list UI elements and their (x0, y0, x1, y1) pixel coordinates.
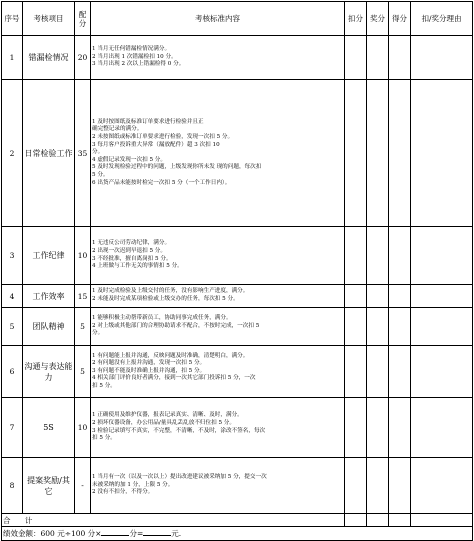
bonus-cell[interactable] (367, 346, 389, 398)
criteria-line: 3 当月出现 2 次以上错漏检得 0 分。 (92, 61, 185, 68)
criteria-line: 1 有问题能上报并沟通，反映问题及时准确，清楚明白，满分。 (92, 352, 249, 359)
row-score: 10 (75, 227, 91, 285)
deduct-cell[interactable] (345, 398, 367, 458)
row-index: 6 (2, 346, 23, 398)
header-deduct: 扣分 (345, 2, 367, 36)
deduct-cell[interactable] (345, 308, 367, 346)
criteria-line: 4 上班做与工作无关的事情扣 5 分。 (92, 263, 183, 270)
row-index: 2 (2, 80, 23, 227)
row-index: 4 (2, 285, 23, 308)
criteria-line: 确完整记录的满分。 (92, 126, 143, 133)
row-criteria (91, 285, 345, 308)
bonus-cell[interactable] (367, 36, 389, 80)
row-item: 工作纪律 (23, 227, 75, 285)
deduct-cell[interactable] (345, 285, 367, 308)
header-idx: 序号 (2, 2, 23, 36)
criteria-line: 扣 5 分。 (92, 435, 116, 442)
criteria-line: 1 当月有一次（以及一次以上）提出改进建议被采纳加 5 分，提交一次 (92, 474, 267, 481)
table-row (2, 458, 473, 514)
bonus-cell[interactable] (367, 308, 389, 346)
got-cell[interactable] (389, 346, 411, 398)
deduct-cell[interactable] (345, 346, 367, 398)
performance-label: 绩效金额：600 元÷100 分× (3, 529, 102, 538)
total-label: 合 计 (2, 514, 345, 527)
performance-mid: 分= (129, 529, 144, 538)
got-cell[interactable] (389, 458, 411, 514)
deduct-cell[interactable] (345, 458, 367, 514)
table-row (2, 398, 473, 458)
row-criteria (91, 36, 345, 80)
header-reason: 扣/奖分理由 (411, 2, 473, 36)
header-row (2, 2, 473, 36)
reason-cell[interactable] (411, 308, 473, 346)
header-got: 得分 (389, 2, 411, 36)
row-index: 5 (2, 308, 23, 346)
total-deduct-cell[interactable] (345, 514, 367, 527)
criteria-line: 1 及时按图纸及标准订单要求进行检验并且正 (92, 118, 204, 125)
criteria-line: 2 未按图纸或标准订单要求进行检验，发现一次扣 5 分。 (92, 134, 234, 141)
bonus-cell[interactable] (367, 80, 389, 227)
table-row (2, 308, 473, 346)
row-criteria (91, 308, 345, 346)
bonus-cell[interactable] (367, 458, 389, 514)
header-score: 配分 (75, 2, 91, 36)
performance-end: 元. (171, 529, 182, 538)
row-score: 15 (75, 285, 91, 308)
got-cell[interactable] (389, 227, 411, 285)
performance-row (2, 527, 473, 541)
table-row (2, 346, 473, 398)
criteria-line: 3 每月客户投诉重大异常（漏放配件）超 3 次扣 10 (92, 141, 220, 148)
criteria-line: 1 无违反公司劳动纪律，满分。 (92, 240, 171, 247)
bonus-cell[interactable] (367, 285, 389, 308)
performance-cell (2, 527, 473, 541)
deduct-cell[interactable] (345, 227, 367, 285)
header-item: 考核项目 (23, 2, 75, 36)
criteria-line: 分。 (92, 330, 104, 337)
criteria-line: 2 未能及时完成某项检验或上级交办的任务，每次扣 5 分。 (92, 296, 239, 302)
total-got-cell[interactable] (389, 514, 411, 527)
criteria-line: 扣 5 分。 (92, 382, 116, 389)
got-cell[interactable] (389, 308, 411, 346)
table-row (2, 285, 473, 308)
header-bonus: 奖分 (367, 2, 389, 36)
got-cell[interactable] (389, 36, 411, 80)
row-criteria (91, 346, 345, 398)
criteria-line: 1 能够积极主动帮带新员工，协助同事完成任务，满分。 (92, 315, 232, 322)
row-score: - (75, 458, 91, 514)
row-item: 工作效率 (23, 285, 75, 308)
criteria-line: 1 当月无任何错漏检情况满分。 (92, 46, 171, 53)
score-blank[interactable] (101, 528, 129, 536)
row-index: 3 (2, 227, 23, 285)
row-item: 提案奖励/其它 (23, 458, 75, 514)
criteria-line: 1 正确使用及维护仪器，报表记录真实、清晰、及时，满分。 (92, 412, 243, 419)
criteria-line: 3 检验记录填写不真实，不完整，不清晰，不及时，涂改不签名，每次 (92, 427, 266, 434)
criteria-line: 2 当月出现 1 次错漏检扣 10 分。 (92, 53, 177, 60)
reason-cell[interactable] (411, 398, 473, 458)
reason-cell[interactable] (411, 458, 473, 514)
row-item: 5S (23, 398, 75, 458)
criteria-line: 3 不经批准，擅自离岗扣 5 分。 (92, 255, 172, 262)
row-item: 团队精神 (23, 308, 75, 346)
table-row (2, 80, 473, 227)
table-row (2, 36, 473, 80)
row-criteria (91, 398, 345, 458)
reason-cell[interactable] (411, 285, 473, 308)
row-index: 8 (2, 458, 23, 514)
got-cell[interactable] (389, 285, 411, 308)
got-cell[interactable] (389, 398, 411, 458)
criteria-line: 2 出现一次迟到早退扣 5 分。 (92, 247, 166, 254)
got-cell[interactable] (389, 80, 411, 227)
row-index: 7 (2, 398, 23, 458)
total-reason-cell[interactable] (411, 514, 473, 527)
criteria-line: 2 损坏仪器设备，办公用品/量具乱丢乱放不归位扣 5 分。 (92, 419, 235, 426)
deduct-cell[interactable] (345, 36, 367, 80)
row-score: 10 (75, 398, 91, 458)
row-item: 沟通与表达能力 (23, 346, 75, 398)
row-criteria (91, 227, 345, 285)
criteria-line: 2 没有不扣分，不得分。 (92, 489, 154, 496)
criteria-line: 5 及时发现检验过程中的问题，上级发现你所未发 现的问题，每次扣 (92, 164, 262, 171)
deduct-cell[interactable] (345, 80, 367, 227)
row-score: 5 (75, 346, 91, 398)
bonus-cell[interactable] (367, 227, 389, 285)
row-score: 5 (75, 308, 91, 346)
assessment-table (1, 1, 473, 541)
row-score: 20 (75, 36, 91, 80)
criteria-line: 5 分。 (92, 171, 109, 178)
criteria-line: 4 相关部门评价良好者满分，接到一次其它部门投诉扣 5 分，一次 (92, 375, 256, 382)
criteria-line: 3 有问题不能及时准确上报并沟通，扣 5 分。 (92, 367, 206, 374)
row-score: 35 (75, 80, 91, 227)
amount-blank[interactable] (143, 528, 171, 536)
header-criteria: 考核标准内容 (91, 2, 345, 36)
criteria-line: 6 出货产品未能按时检完一次扣 5 分（一个工作日内）。 (92, 179, 231, 186)
total-bonus-cell[interactable] (367, 514, 389, 527)
reason-cell[interactable] (411, 36, 473, 80)
criteria-line: 2 对上级或其他部门的合理协助请求不配合，不按时完成，一次扣 5 (92, 322, 260, 329)
criteria-line: 4 虚假记录发现一次扣 5 分。 (92, 156, 166, 163)
criteria-line: 2 有问题没有上报并沟通，发现一次扣 5 分。 (92, 360, 206, 367)
criteria-line: 1 及时完成检验及上级交付的任务，没有影响生产进度，满分。 (92, 288, 249, 295)
table-row (2, 227, 473, 285)
total-row (2, 514, 473, 527)
criteria-line: 分。 (92, 149, 104, 156)
reason-cell[interactable] (411, 227, 473, 285)
row-item: 日常检验工作 (23, 80, 75, 227)
row-criteria (91, 80, 345, 227)
reason-cell[interactable] (411, 80, 473, 227)
row-criteria (91, 458, 345, 514)
row-item: 错漏检情况 (23, 36, 75, 80)
criteria-line: 未被采纳的加 1 分，上限 5 分。 (92, 481, 174, 488)
bonus-cell[interactable] (367, 398, 389, 458)
reason-cell[interactable] (411, 346, 473, 398)
row-index: 1 (2, 36, 23, 80)
